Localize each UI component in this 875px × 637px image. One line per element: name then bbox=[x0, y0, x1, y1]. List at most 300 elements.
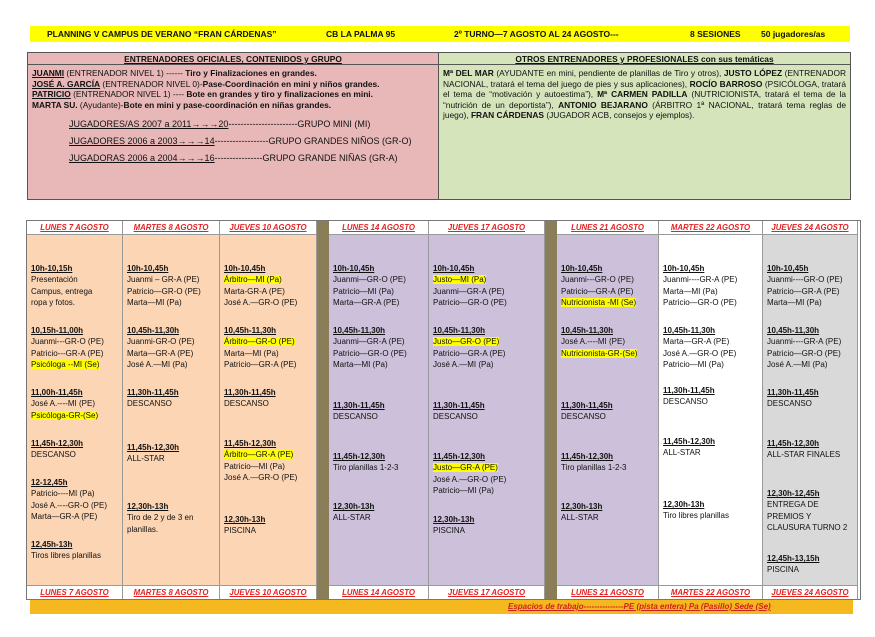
slot-activity: Tiro planillas 1-2-3 bbox=[333, 463, 399, 473]
day-header: JUEVES 17 AGOSTO bbox=[429, 221, 544, 235]
schedule-table bbox=[26, 220, 861, 600]
slot-line bbox=[433, 474, 542, 485]
time-slot bbox=[433, 514, 542, 537]
slot-line bbox=[561, 274, 656, 285]
slot-line bbox=[333, 348, 426, 359]
slot-line bbox=[767, 348, 855, 359]
groups-list bbox=[32, 116, 434, 167]
coach-content: Bote en grandes y tiro y finalizaciones en mini. bbox=[186, 89, 373, 100]
slot-activity: José A.—MI (Pa) bbox=[767, 359, 828, 369]
slot-line bbox=[31, 500, 120, 511]
slot-activity: DESCANSO bbox=[224, 399, 269, 409]
day-header: MARTES 22 AGOSTO bbox=[659, 221, 762, 235]
coach-name: JOSÉ A. GARCÍA bbox=[32, 78, 101, 89]
slot-line bbox=[224, 449, 314, 460]
group-row bbox=[69, 133, 434, 150]
time-slot bbox=[224, 438, 314, 483]
slot-line bbox=[224, 286, 314, 297]
coach-row bbox=[32, 79, 434, 90]
slot-activity: ALL-STAR bbox=[333, 513, 371, 523]
slot-line bbox=[663, 274, 760, 285]
slot-time: 11,45h-12,30h bbox=[433, 452, 486, 461]
day-slots bbox=[220, 235, 316, 585]
column-separator bbox=[317, 221, 329, 599]
slot-time: 12,30h-13h bbox=[333, 502, 375, 511]
slot-line bbox=[224, 398, 314, 409]
slot-line bbox=[433, 525, 542, 536]
slot-line bbox=[433, 336, 542, 347]
slot-line bbox=[127, 286, 217, 297]
slot-line bbox=[333, 512, 426, 523]
time-slot bbox=[224, 263, 314, 308]
slot-time: 10,45h-11,30h bbox=[561, 326, 614, 335]
coach-content: Bote en mini y pase-coordinación en niñas grandes. bbox=[123, 99, 332, 110]
time-slot bbox=[224, 514, 314, 537]
person-desc: (ÁRBITRO 1ª NACIONAL, tratará tema reglas de juego), bbox=[443, 99, 846, 121]
slot-line bbox=[31, 550, 120, 561]
time-slot bbox=[561, 451, 656, 474]
slot-time: 10h-10,45h bbox=[663, 264, 705, 273]
time-slot bbox=[127, 263, 217, 308]
slot-line bbox=[561, 411, 656, 422]
slot-activity: Marta—MI (Pa) bbox=[663, 286, 718, 296]
slot-line bbox=[561, 512, 656, 523]
time-slot bbox=[561, 501, 656, 524]
slot-activity: DESCANSO bbox=[767, 399, 812, 409]
slot-line bbox=[767, 522, 855, 533]
slot-activity: Patricio—GR-A (PE) bbox=[433, 348, 506, 358]
slot-line bbox=[31, 488, 120, 499]
slot-activity: Nutricionista -MI (Se) bbox=[561, 297, 637, 307]
coach-role: (ENTRENADOR NIVEL 0)- bbox=[100, 78, 203, 89]
time-slot bbox=[333, 451, 426, 474]
time-slot bbox=[561, 325, 656, 359]
slot-activity: DESCANSO bbox=[127, 399, 172, 409]
other-coaches-text bbox=[439, 65, 850, 124]
day-column bbox=[123, 221, 220, 599]
time-slot bbox=[663, 385, 760, 408]
slot-time: 12,30h-13h bbox=[663, 500, 705, 509]
slot-line bbox=[224, 525, 314, 536]
other-coaches-box bbox=[439, 52, 851, 200]
slot-line bbox=[767, 297, 855, 308]
day-slots bbox=[763, 235, 857, 585]
time-slot bbox=[127, 387, 217, 410]
person-desc: (PSICÓLOGA, tratará el tema de “motivación y autoestima”), bbox=[443, 78, 847, 100]
slot-line bbox=[767, 511, 855, 522]
slot-line bbox=[31, 297, 120, 308]
slot-line bbox=[433, 485, 542, 496]
legend-text: Espacios de trabajo---------------PE (pista entera) Pa (Pasillo) Sede (Se) bbox=[508, 602, 771, 611]
title-main: PLANNING V CAMPUS DE VERANO “FRAN CÁRDENAS” bbox=[47, 29, 277, 39]
slot-time: 12,30h-13h bbox=[224, 515, 266, 524]
person-name: FRAN CÁRDENAS bbox=[470, 110, 544, 121]
slot-activity: Marta—MI (Pa) bbox=[767, 297, 822, 307]
slot-activity: DESCANSO bbox=[663, 397, 708, 407]
slot-line bbox=[333, 411, 426, 422]
slot-line bbox=[31, 410, 120, 421]
coach-name: JUANMI bbox=[32, 68, 65, 78]
slot-activity: Juanmi—GR-A (PE) bbox=[333, 337, 405, 347]
slot-line bbox=[224, 461, 314, 472]
slot-activity: José A.—MI (Pa) bbox=[433, 359, 494, 369]
day-footer: JUEVES 24 AGOSTO bbox=[763, 585, 857, 599]
slot-line bbox=[224, 359, 314, 370]
time-slot bbox=[333, 400, 426, 423]
slot-activity: Marta—MI (Pa) bbox=[333, 359, 388, 369]
slot-line bbox=[433, 286, 542, 297]
slot-activity: Juanmi----GR-A (PE) bbox=[663, 275, 738, 285]
time-slot bbox=[224, 325, 314, 370]
slot-time: 11,45h-12,30h bbox=[31, 439, 84, 448]
slot-time: 10,45h-11,30h bbox=[663, 326, 716, 335]
slot-time: 12,30h-13h bbox=[561, 502, 603, 511]
slot-line bbox=[663, 396, 760, 407]
slot-activity: Marta—GR-A (PE) bbox=[333, 297, 400, 307]
slot-time: 11,45h-12,30h bbox=[224, 439, 277, 448]
slot-activity: Tiro de 2 y de 3 en bbox=[127, 513, 194, 523]
slot-time: 10,45h-11,30h bbox=[767, 326, 820, 335]
slot-activity: Tiro libres planillas bbox=[663, 511, 729, 521]
slot-line bbox=[31, 511, 120, 522]
slot-time: 10h-10,45h bbox=[333, 264, 375, 273]
time-slot bbox=[127, 325, 217, 370]
time-slot bbox=[433, 325, 542, 370]
slot-line bbox=[561, 286, 656, 297]
slot-line bbox=[433, 274, 542, 285]
coach-row bbox=[32, 89, 434, 100]
slot-line bbox=[561, 336, 656, 347]
person-name: JUSTO LÓPEZ bbox=[723, 68, 783, 78]
day-column bbox=[557, 221, 659, 599]
slot-activity: Patricio—MI (Pa) bbox=[433, 485, 494, 495]
slot-time: 12,30h-13h bbox=[433, 515, 475, 524]
slot-time: 11,30h-11,45h bbox=[663, 386, 715, 395]
person-name: ANTONIO BEJARANO bbox=[558, 99, 648, 110]
slot-activity: José A.----MI (PE) bbox=[31, 399, 96, 409]
time-slot bbox=[767, 325, 855, 370]
slot-time: 10,15h-11,00h bbox=[31, 326, 84, 335]
slot-time: 12-12,45h bbox=[31, 478, 68, 487]
slot-time: 10h-10,45h bbox=[561, 264, 603, 273]
slot-activity: Patricio---GR-A (PE) bbox=[31, 348, 104, 358]
slot-time: 10h-10,45h bbox=[224, 264, 266, 273]
coach-content: Pase-Coordinación en mini y niños grandes. bbox=[202, 78, 380, 89]
slot-activity: Patricio—GR-O (PE) bbox=[127, 286, 201, 296]
person-desc: (JUGADOR ACB, consejos y ejemplos). bbox=[544, 110, 695, 121]
slot-time: 10h-10,45h bbox=[433, 264, 475, 273]
coach-content: Tiro y Finalizaciones en grandes. bbox=[185, 68, 317, 78]
coach-role: (ENTRENADOR NIVEL 1) ---- bbox=[70, 89, 187, 100]
group-name: ----------------GRUPO GRANDE NIÑAS (GR-A) bbox=[214, 153, 398, 164]
slot-activity: DESCANSO bbox=[433, 412, 478, 422]
group-row bbox=[69, 150, 434, 167]
day-footer: JUEVES 17 AGOSTO bbox=[429, 585, 544, 599]
slot-activity: Justo—GR-O (PE) bbox=[433, 337, 500, 347]
slot-activity: Marta—GR-A (PE) bbox=[127, 348, 194, 358]
day-header: LUNES 7 AGOSTO bbox=[27, 221, 122, 235]
slot-line bbox=[31, 286, 120, 297]
slot-line bbox=[561, 462, 656, 473]
day-footer: MARTES 8 AGOSTO bbox=[123, 585, 219, 599]
slot-time: 11,45h-12,30h bbox=[333, 452, 386, 461]
day-header: LUNES 21 AGOSTO bbox=[557, 221, 658, 235]
slot-line bbox=[31, 274, 120, 285]
day-header: MARTES 8 AGOSTO bbox=[123, 221, 219, 235]
slot-activity: Tiro planillas 1-2-3 bbox=[561, 463, 627, 473]
slot-line bbox=[31, 348, 120, 359]
time-slot bbox=[31, 325, 120, 370]
slot-activity: Patricio—GR-O (PE) bbox=[767, 348, 841, 358]
time-slot bbox=[767, 263, 855, 308]
slot-activity: ropa y fotos. bbox=[31, 297, 76, 307]
title-sessions: 8 SESIONES bbox=[690, 29, 741, 39]
time-slot bbox=[767, 387, 855, 410]
slot-time: 11,45h-12,30h bbox=[663, 437, 716, 446]
slot-activity: Juanmi – GR-A (PE) bbox=[127, 275, 200, 285]
slot-activity: DESCANSO bbox=[31, 450, 76, 460]
slot-line bbox=[767, 286, 855, 297]
slot-activity: Campus, entrega bbox=[31, 286, 93, 296]
slot-line bbox=[663, 336, 760, 347]
group-label: JUGADORAS 2006 a 2004→→→16 bbox=[69, 153, 215, 164]
other-coaches-header: OTROS ENTRENADORES y PROFESIONALES con sus temáticas bbox=[439, 53, 850, 65]
slot-activity: ENTREGA DE bbox=[767, 500, 819, 510]
slot-activity: ALL-STAR bbox=[561, 513, 599, 523]
slot-activity: Justo—GR-A (PE) bbox=[433, 463, 498, 473]
slot-line bbox=[561, 348, 656, 359]
person-desc: (NUTRICIONISTA, tratará el tema de la “nutrición de un deportista”), bbox=[443, 89, 846, 110]
day-column bbox=[763, 221, 858, 599]
slot-time: 11,30h-11,45h bbox=[224, 388, 276, 397]
time-slot bbox=[767, 553, 855, 576]
slot-activity: Juanmi----GR-A (PE) bbox=[767, 337, 842, 347]
day-slots bbox=[123, 235, 219, 585]
slot-line bbox=[224, 348, 314, 359]
slot-activity: Árbitro—MI (Pa) bbox=[224, 275, 282, 285]
title-bar bbox=[30, 26, 850, 42]
day-slots bbox=[659, 235, 762, 585]
day-slots bbox=[27, 235, 122, 585]
slot-line bbox=[433, 359, 542, 370]
time-slot bbox=[31, 263, 120, 308]
slot-activity: Patricio—MI (Pa) bbox=[663, 359, 724, 369]
slot-line bbox=[31, 449, 120, 460]
time-slot bbox=[127, 442, 217, 465]
time-slot bbox=[433, 451, 542, 496]
coach-row bbox=[32, 68, 434, 79]
time-slot bbox=[663, 499, 760, 522]
slot-line bbox=[127, 336, 217, 347]
day-header: LUNES 14 AGOSTO bbox=[329, 221, 428, 235]
slot-activity: Árbitro—GR-O (PE) bbox=[224, 337, 295, 347]
slot-line bbox=[333, 286, 426, 297]
time-slot bbox=[333, 325, 426, 370]
coach-name: MARTA SU. bbox=[32, 99, 78, 110]
slot-activity: José A.----GR-O (PE) bbox=[31, 500, 108, 510]
slot-line bbox=[663, 348, 760, 359]
time-slot bbox=[31, 477, 120, 522]
slot-activity: Juanmi—GR-A (PE) bbox=[433, 286, 505, 296]
slot-line bbox=[663, 297, 760, 308]
slot-time: 10,45h-11,30h bbox=[224, 326, 277, 335]
slot-activity: ALL-STAR bbox=[127, 454, 165, 464]
slot-line bbox=[767, 449, 855, 460]
slot-time: 10,45h-11,30h bbox=[433, 326, 486, 335]
day-header: JUEVES 24 AGOSTO bbox=[763, 221, 857, 235]
time-slot bbox=[663, 263, 760, 308]
slot-time: 11,30h-11,45h bbox=[767, 388, 819, 397]
day-footer: LUNES 21 AGOSTO bbox=[557, 585, 658, 599]
slot-line bbox=[31, 336, 120, 347]
person-desc: (ENTRENADOR NACIONAL, tratará el tema del juego de pies y sus aplicaciones), bbox=[443, 68, 847, 89]
slot-activity: José A.—GR-O (PE) bbox=[663, 348, 737, 358]
slot-line bbox=[767, 336, 855, 347]
person-name: Mª CARMEN PADILLA bbox=[597, 89, 688, 100]
day-column bbox=[429, 221, 545, 599]
slot-activity: DESCANSO bbox=[333, 412, 378, 422]
slot-activity: Patricio—GR-A (PE) bbox=[561, 286, 634, 296]
slot-time: 10h-10,45h bbox=[127, 264, 169, 273]
time-slot bbox=[561, 400, 656, 423]
day-header: JUEVES 10 AGOSTO bbox=[220, 221, 316, 235]
slot-line bbox=[663, 286, 760, 297]
slot-line bbox=[127, 274, 217, 285]
slot-line bbox=[333, 359, 426, 370]
slot-line bbox=[224, 297, 314, 308]
title-turno: 2º TURNO—7 AGOSTO AL 24 AGOSTO--- bbox=[454, 29, 619, 39]
day-footer: MARTES 22 AGOSTO bbox=[659, 585, 762, 599]
day-column bbox=[329, 221, 429, 599]
slot-time: 11,30h-11,45h bbox=[561, 401, 613, 410]
slot-line bbox=[333, 462, 426, 473]
slot-line bbox=[224, 472, 314, 483]
time-slot bbox=[333, 263, 426, 308]
legend-bar bbox=[30, 600, 853, 614]
slot-activity: PISCINA bbox=[224, 526, 257, 536]
group-name: ------------------GRUPO GRANDES NIÑOS (GR-O) bbox=[214, 136, 412, 147]
slot-line bbox=[767, 564, 855, 575]
slot-activity: José A.----MI (PE) bbox=[561, 337, 626, 347]
slot-activity: Marta—GR-A (PE) bbox=[663, 337, 730, 347]
slot-activity: PISCINA bbox=[767, 565, 800, 575]
time-slot bbox=[333, 501, 426, 524]
slot-line bbox=[433, 297, 542, 308]
day-slots bbox=[557, 235, 658, 585]
slot-line bbox=[767, 359, 855, 370]
slot-line bbox=[767, 274, 855, 285]
official-coaches-header: ENTRENADORES OFICIALES, CONTENIDOS y GRUPO bbox=[28, 53, 438, 65]
official-coaches-body bbox=[28, 65, 438, 170]
slot-time: 12,45h-13h bbox=[31, 540, 73, 549]
slot-line bbox=[663, 359, 760, 370]
slot-activity: Marta—MI (Pa) bbox=[224, 348, 279, 358]
slot-activity: Tiros libres planillas bbox=[31, 551, 101, 561]
slot-line bbox=[224, 336, 314, 347]
slot-activity: Patricio----MI (Pa) bbox=[31, 489, 95, 499]
slot-line bbox=[31, 398, 120, 409]
slot-line bbox=[224, 274, 314, 285]
slot-line bbox=[127, 524, 217, 535]
day-column bbox=[659, 221, 763, 599]
slot-activity: Patricio—GR-O (PE) bbox=[333, 348, 407, 358]
time-slot bbox=[561, 263, 656, 308]
group-label: JUGADORES 2006 a 2003→→→14 bbox=[69, 136, 215, 147]
day-column bbox=[220, 221, 317, 599]
slot-activity: ALL-STAR bbox=[663, 448, 701, 458]
coach-role: (ENTRENADOR NIVEL 1) ------ bbox=[64, 68, 186, 78]
slot-line bbox=[433, 462, 542, 473]
slot-time: 11,45h-12,30h bbox=[561, 452, 614, 461]
day-footer: JUEVES 10 AGOSTO bbox=[220, 585, 316, 599]
official-coaches-box bbox=[27, 52, 439, 200]
person-name: Mª DEL MAR bbox=[443, 68, 494, 78]
slot-activity: Patricio—MI (Pa) bbox=[333, 286, 394, 296]
slot-line bbox=[433, 411, 542, 422]
slot-time: 10,45h-11,30h bbox=[333, 326, 386, 335]
slot-activity: José A.—MI (Pa) bbox=[127, 359, 188, 369]
slot-activity: PREMIOS Y bbox=[767, 511, 812, 521]
column-separator bbox=[545, 221, 557, 599]
slot-line bbox=[31, 359, 120, 370]
slot-time: 11,30h-11,45h bbox=[433, 401, 485, 410]
slot-activity: Presentación bbox=[31, 275, 78, 285]
slot-activity: Juanmi—GR-O (PE) bbox=[333, 275, 406, 285]
slot-line bbox=[333, 274, 426, 285]
time-slot bbox=[433, 400, 542, 423]
slot-activity: CLAUSURA TURNO 2 bbox=[767, 522, 848, 532]
coach-name: PATRICIO bbox=[32, 89, 71, 100]
slot-line bbox=[433, 348, 542, 359]
slot-time: 10h-10,45h bbox=[767, 264, 809, 273]
slot-time: 12,30h-13h bbox=[127, 502, 169, 511]
person-desc: (AYUDANTE en mini, pendiente de planillas de Tiro y otros), bbox=[493, 68, 724, 78]
slot-activity: Patricio—GR-O (PE) bbox=[663, 297, 737, 307]
slot-activity: DESCANSO bbox=[561, 412, 606, 422]
slot-activity: José A.—GR-O (PE) bbox=[224, 472, 298, 482]
slot-time: 12,45h-13,15h bbox=[767, 554, 820, 563]
slot-activity: Juanmi-GR-O (PE) bbox=[127, 337, 195, 347]
time-slot bbox=[31, 438, 120, 461]
slot-line bbox=[127, 297, 217, 308]
slot-activity: ALL-STAR FINALES bbox=[767, 450, 841, 460]
coach-role: (Ayudante)- bbox=[77, 99, 124, 110]
slot-activity: Patricio—GR-A (PE) bbox=[767, 286, 840, 296]
slot-time: 10,45h-11,30h bbox=[127, 326, 180, 335]
slot-activity: Marta-GR-A (PE) bbox=[224, 286, 285, 296]
slot-line bbox=[127, 348, 217, 359]
slot-activity: Juanmi---GR-O (PE) bbox=[561, 275, 634, 285]
slot-activity: PISCINA bbox=[433, 526, 466, 536]
time-slot bbox=[127, 501, 217, 535]
day-footer: LUNES 14 AGOSTO bbox=[329, 585, 428, 599]
slot-activity: planillas. bbox=[127, 524, 159, 534]
time-slot bbox=[224, 387, 314, 410]
slot-time: 11,30h-11,45h bbox=[333, 401, 385, 410]
slot-time: 11,00h-11,45h bbox=[31, 388, 83, 397]
time-slot bbox=[31, 387, 120, 421]
day-slots bbox=[429, 235, 544, 585]
slot-line bbox=[333, 336, 426, 347]
slot-activity: Patricio—GR-A (PE) bbox=[224, 359, 297, 369]
slot-activity: Psicóloga --MI (Se) bbox=[31, 359, 100, 369]
day-column bbox=[27, 221, 123, 599]
time-slot bbox=[31, 539, 120, 562]
slot-activity: Patricio—GR-O (PE) bbox=[433, 297, 507, 307]
group-label: JUGADORES/AS 2007 a 2011→→→20 bbox=[69, 119, 229, 130]
slot-time: 11,30h-11,45h bbox=[127, 388, 179, 397]
slot-activity: Juanmi---GR-O (PE) bbox=[31, 337, 104, 347]
